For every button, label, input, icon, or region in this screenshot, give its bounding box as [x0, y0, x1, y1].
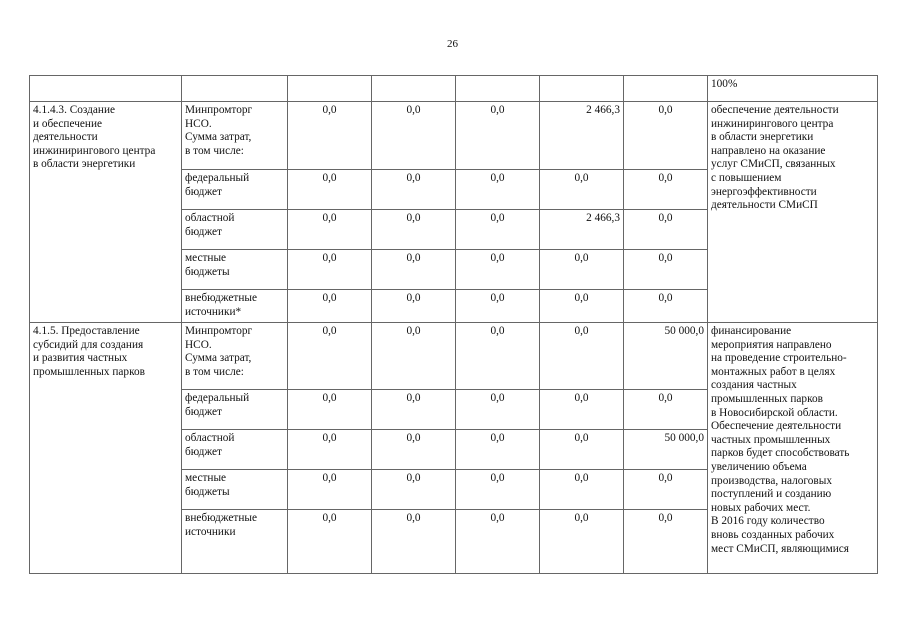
expected-result-line: увеличению объема: [711, 460, 807, 473]
funding-source-line: бюджет: [185, 185, 222, 198]
value-cell: [540, 170, 624, 210]
value-text: 0,0: [574, 512, 589, 524]
value-cell: [624, 210, 708, 250]
funding-source-cell: [182, 290, 288, 323]
value-cell: [288, 102, 372, 170]
value-text: 0,0: [322, 212, 337, 224]
value-cell: [372, 430, 456, 470]
expected-result-line: новых рабочих мест.: [711, 501, 811, 514]
funding-source-line: НСО.: [185, 338, 212, 351]
value-text: 0,0: [658, 392, 673, 404]
value-text: 0,0: [406, 512, 421, 524]
expected-result-line: обеспечение деятельности: [711, 104, 839, 116]
funding-source-cell: [182, 470, 288, 510]
funding-source-line: Сумма затрат,: [185, 352, 252, 365]
table-row: [30, 323, 878, 390]
activity-title-line: в области энергетики: [33, 158, 136, 171]
value-cell: [372, 102, 456, 170]
funding-source-line: источники*: [185, 305, 242, 318]
funding-source-line: в том числе:: [185, 365, 244, 378]
value-cell: [372, 76, 456, 102]
value-text: 0,0: [406, 392, 421, 404]
value-cell: [456, 323, 540, 390]
value-text: 50 000,0: [664, 325, 704, 337]
expected-result-line: промышленных парков: [711, 392, 823, 405]
value-cell: [624, 390, 708, 430]
value-cell: [540, 510, 624, 574]
value-text: 0,0: [406, 104, 421, 116]
table-row: [30, 102, 878, 170]
funding-source-line: бюджеты: [185, 265, 230, 278]
value-text: 0,0: [406, 172, 421, 184]
value-cell: [372, 323, 456, 390]
value-cell: [456, 210, 540, 250]
value-text: 0,0: [322, 432, 337, 444]
value-cell: [540, 76, 624, 102]
result-cell: 100%: [708, 76, 878, 102]
funding-source-cell: [182, 170, 288, 210]
value-text: 0,0: [658, 472, 673, 484]
funding-source-line: местные: [185, 252, 227, 264]
value-cell: [288, 250, 372, 290]
value-text: 0,0: [658, 104, 673, 116]
funding-source-line: областной: [185, 432, 235, 444]
value-cell: [624, 102, 708, 170]
expected-result-line: создания частных: [711, 379, 797, 392]
value-cell: [624, 510, 708, 574]
value-cell: [372, 290, 456, 323]
funding-source-line: бюджет: [185, 445, 222, 458]
value-cell: [456, 250, 540, 290]
page-number: 26: [447, 38, 458, 50]
value-text: 0,0: [406, 432, 421, 444]
funding-source-cell: [182, 390, 288, 430]
expected-result-line: услуг СМиСП, связанных: [711, 158, 836, 171]
value-cell: [540, 430, 624, 470]
value-cell: [456, 170, 540, 210]
value-text: 0,0: [490, 172, 505, 184]
value-text: 0,0: [322, 392, 337, 404]
value-text: 0,0: [406, 292, 421, 304]
value-cell: [456, 390, 540, 430]
value-text: 0,0: [322, 512, 337, 524]
funding-source-line: Сумма затрат,: [185, 131, 252, 144]
expected-result-line: производства, налоговых: [711, 474, 832, 487]
funding-source-cell: [182, 250, 288, 290]
value-cell: [288, 76, 372, 102]
value-cell: [372, 390, 456, 430]
value-cell: [288, 470, 372, 510]
funding-source-line: внебюджетные: [185, 292, 258, 304]
value-text: 0,0: [490, 512, 505, 524]
value-cell: [540, 210, 624, 250]
value-cell: [540, 290, 624, 323]
value-text: 0,0: [490, 292, 505, 304]
funding-source-line: областной: [185, 212, 235, 224]
expected-result-line: в Новосибирской области.: [711, 406, 838, 419]
expected-result-line: инжинирингового центра: [711, 117, 834, 130]
expected-result-line: мест СМиСП, являющимися: [711, 542, 849, 555]
value-cell: [288, 510, 372, 574]
value-text: 0,0: [574, 472, 589, 484]
value-text: 0,0: [406, 472, 421, 484]
value-cell: [288, 390, 372, 430]
value-cell: [288, 323, 372, 390]
program-activities-table: [29, 75, 878, 574]
value-text: 0,0: [574, 172, 589, 184]
value-text: 50 000,0: [664, 432, 704, 444]
value-cell: [288, 210, 372, 250]
value-text: 0,0: [574, 392, 589, 404]
funding-source-line: бюджет: [185, 225, 222, 238]
expected-result-line: с повышением: [711, 171, 782, 184]
funding-source-line: Минпромторг: [185, 104, 253, 116]
value-cell: [288, 430, 372, 470]
value-text: 0,0: [658, 512, 673, 524]
expected-result-line: направлено на оказание: [711, 144, 826, 157]
value-text: 0,0: [490, 472, 505, 484]
value-text: 0,0: [490, 212, 505, 224]
funding-source-cell: [182, 102, 288, 170]
funding-source-line: Минпромторг: [185, 325, 253, 337]
value-cell: [372, 470, 456, 510]
activity-cell: [30, 76, 182, 102]
activity-title-line: 4.1.5. Предоставление: [33, 325, 140, 337]
expected-result-line: парков будет способствовать: [711, 447, 850, 460]
activity-title-line: деятельности: [33, 131, 98, 144]
expected-result-line: на проведение строительно-: [711, 352, 847, 365]
value-text: 0,0: [658, 172, 673, 184]
value-cell: [456, 510, 540, 574]
value-text: 0,0: [322, 252, 337, 264]
value-cell: [456, 76, 540, 102]
expected-result-line: вновь созданных рабочих: [711, 528, 835, 541]
source-cell: [182, 76, 288, 102]
value-cell: [624, 170, 708, 210]
value-text: 2 466,3: [586, 212, 620, 224]
value-text: 0,0: [406, 325, 421, 337]
value-cell: [540, 470, 624, 510]
value-text: 0,0: [322, 104, 337, 116]
value-text: 0,0: [322, 172, 337, 184]
funding-source-cell: [182, 510, 288, 574]
value-cell: [372, 210, 456, 250]
value-cell: [540, 323, 624, 390]
value-cell: [624, 323, 708, 390]
value-cell: [624, 250, 708, 290]
value-text: 0,0: [658, 252, 673, 264]
funding-source-line: федеральный: [185, 172, 250, 184]
funding-source-cell: [182, 210, 288, 250]
value-cell: [456, 470, 540, 510]
value-text: 0,0: [658, 292, 673, 304]
funding-source-line: источники: [185, 525, 236, 538]
activity-title-cell: [30, 102, 182, 323]
value-cell: [288, 290, 372, 323]
value-text: 0,0: [406, 212, 421, 224]
value-text: 0,0: [490, 104, 505, 116]
value-cell: [288, 170, 372, 210]
value-text: 0,0: [490, 432, 505, 444]
funding-source-line: местные: [185, 472, 227, 484]
value-text: 0,0: [322, 292, 337, 304]
expected-result-line: деятельности СМиСП: [711, 199, 818, 212]
value-cell: [456, 430, 540, 470]
value-text: 0,0: [658, 212, 673, 224]
activity-title-line: инжинирингового центра: [33, 144, 156, 157]
funding-source-line: внебюджетные: [185, 512, 258, 524]
expected-result-line: энергоэффективности: [711, 185, 817, 198]
value-cell: [372, 510, 456, 574]
value-cell: [372, 250, 456, 290]
value-text: 0,0: [322, 325, 337, 337]
value-text: 0,0: [490, 325, 505, 337]
expected-result-line: частных промышленных: [711, 433, 831, 446]
expected-result-line: финансирование: [711, 325, 792, 337]
funding-source-line: федеральный: [185, 392, 250, 404]
expected-result-line: монтажных работ в целях: [711, 365, 836, 378]
activity-title-line: и обеспечение: [33, 117, 103, 130]
expected-result-cell: [708, 323, 878, 574]
value-text: 0,0: [574, 292, 589, 304]
value-cell: [540, 250, 624, 290]
activity-title-line: и развития частных: [33, 352, 128, 365]
value-text: 2 466,3: [586, 104, 620, 116]
activity-title-line: субсидий для создания: [33, 338, 144, 351]
value-cell: [456, 102, 540, 170]
funding-source-line: в том числе:: [185, 144, 244, 157]
expected-result-line: поступлений и созданию: [711, 488, 832, 501]
value-cell: [624, 470, 708, 510]
value-cell: [372, 170, 456, 210]
funding-source-cell: [182, 430, 288, 470]
expected-result-line: В 2016 году количество: [711, 515, 825, 528]
value-cell: [540, 102, 624, 170]
expected-result-cell: [708, 102, 878, 323]
funding-source-line: бюджеты: [185, 485, 230, 498]
value-cell: [624, 76, 708, 102]
value-text: 0,0: [406, 252, 421, 264]
activity-title-cell: [30, 323, 182, 574]
expected-result-line: Обеспечение деятельности: [711, 420, 842, 433]
value-cell: [540, 390, 624, 430]
activity-title-line: промышленных парков: [33, 365, 145, 378]
value-text: 0,0: [490, 392, 505, 404]
expected-result-line: мероприятия направлено: [711, 338, 832, 351]
table-row: [30, 76, 878, 102]
value-cell: [456, 290, 540, 323]
value-text: 0,0: [574, 325, 589, 337]
funding-source-cell: [182, 323, 288, 390]
value-text: 0,0: [322, 472, 337, 484]
expected-result-line: в области энергетики: [711, 131, 814, 144]
value-cell: [624, 290, 708, 323]
funding-source-line: НСО.: [185, 117, 212, 130]
value-text: 0,0: [574, 252, 589, 264]
value-text: 0,0: [490, 252, 505, 264]
value-cell: [624, 430, 708, 470]
funding-source-line: бюджет: [185, 405, 222, 418]
activity-title-line: 4.1.4.3. Создание: [33, 104, 116, 116]
value-text: 0,0: [574, 432, 589, 444]
